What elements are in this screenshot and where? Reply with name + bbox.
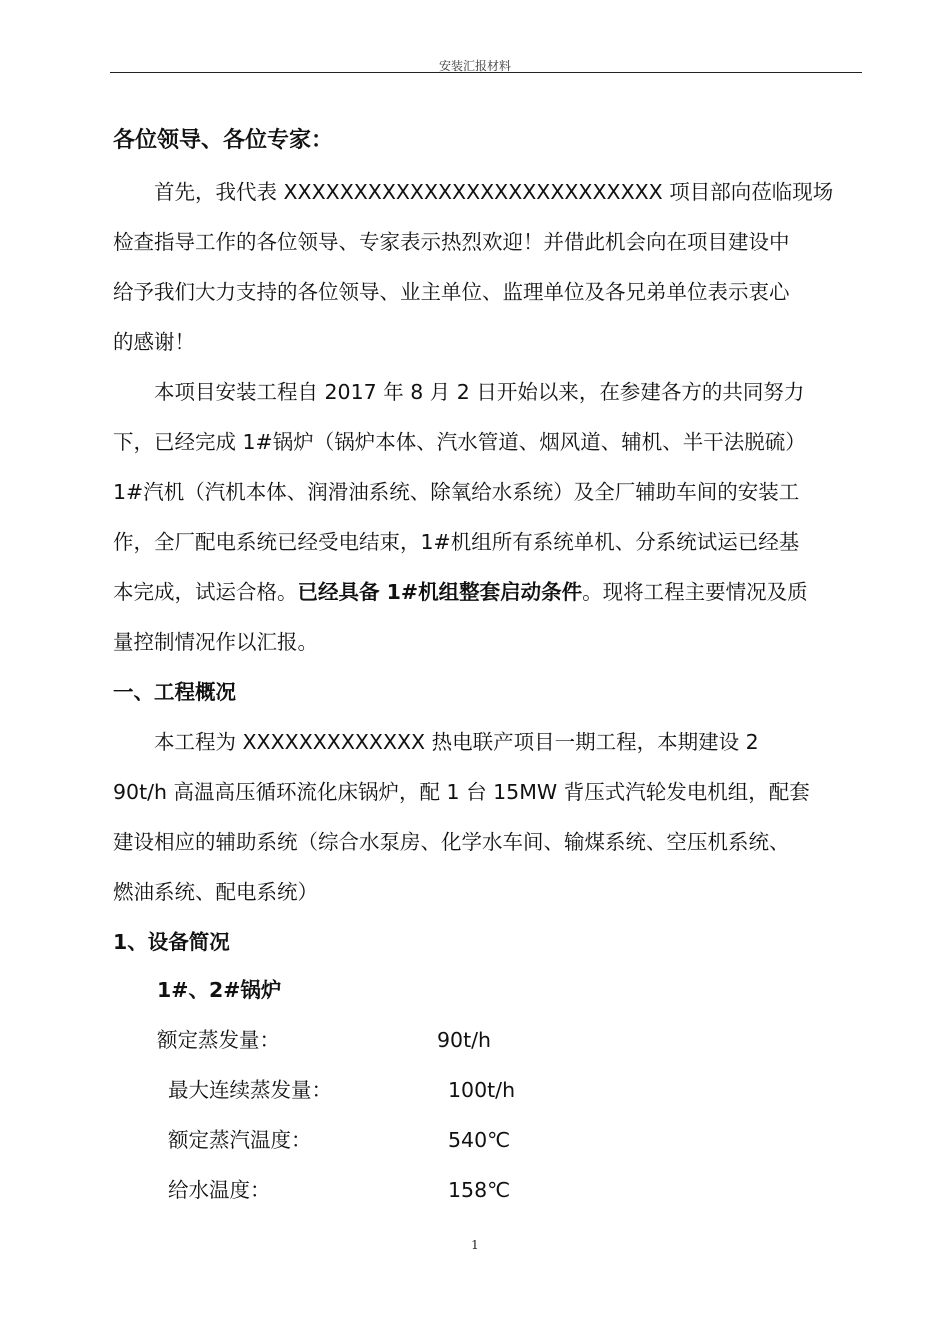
- intro-line: 检查指导工作的各位领导、专家表示热烈欢迎！并借此机会向在项目建设中: [113, 230, 790, 254]
- progress-line-emphasis: [113, 577, 808, 607]
- spec-label: 额定蒸汽温度：: [168, 1128, 312, 1152]
- page-number: 1: [471, 1238, 479, 1252]
- section-heading: 一、工程概况: [113, 680, 236, 704]
- progress-text: 。现将工程主要情况及质: [582, 580, 808, 604]
- intro-line: 的感谢！: [113, 330, 195, 354]
- spec-label: 最大连续蒸发量：: [168, 1078, 332, 1102]
- spec-value: 540℃: [448, 1128, 511, 1152]
- spec-value: 90t/h: [437, 1028, 492, 1052]
- progress-line: 作，全厂配电系统已经受电结束，1#机组所有系统单机、分系统试运已经基: [113, 530, 800, 554]
- progress-line: 下，已经完成 1#锅炉（锅炉本体、汽水管道、烟风道、辅机、半干法脱硫）: [113, 430, 806, 454]
- overview-line: 燃油系统、配电系统）: [113, 880, 318, 904]
- spec-label: 额定蒸发量：: [157, 1028, 280, 1052]
- progress-line: 1#汽机（汽机本体、润滑油系统、除氧给水系统）及全厂辅助车间的安装工: [113, 480, 800, 504]
- spec-value: 158℃: [448, 1178, 511, 1202]
- running-header: 安装汇报材料: [438, 59, 511, 73]
- header-rule: [110, 72, 862, 73]
- greeting-heading: 各位领导、各位专家：: [113, 128, 334, 153]
- intro-line: 首先，我代表 XXXXXXXXXXXXXXXXXXXXXXXXXXX 项目部向莅临现场: [113, 180, 834, 204]
- spec-label: 给水温度：: [168, 1178, 271, 1202]
- overview-line: 90t/h 高温高压循环流化床锅炉，配 1 台 15MW 背压式汽轮发电机组，配套: [113, 780, 810, 804]
- progress-text: 本完成，试运合格。: [113, 580, 298, 604]
- subsection-heading: 1、设备简况: [113, 930, 230, 954]
- overview-line: 建设相应的辅助系统（综合水泵房、化学水车间、输煤系统、空压机系统、: [113, 830, 790, 854]
- overview-line: 本工程为 XXXXXXXXXXXXX 热电联产项目一期工程，本期建设 2: [113, 730, 759, 754]
- spec-value: 100t/h: [448, 1078, 516, 1102]
- boiler-heading: 1#、2#锅炉: [157, 978, 282, 1002]
- progress-line: 量控制情况作以汇报。: [113, 630, 318, 654]
- intro-line: 给予我们大力支持的各位领导、业主单位、监理单位及各兄弟单位表示衷心: [113, 280, 790, 304]
- progress-line: 本项目安装工程自 2017 年 8 月 2 日开始以来，在参建各方的共同努力: [113, 380, 805, 404]
- readiness-statement: 已经具备 1#机组整套启动条件: [297, 580, 583, 604]
